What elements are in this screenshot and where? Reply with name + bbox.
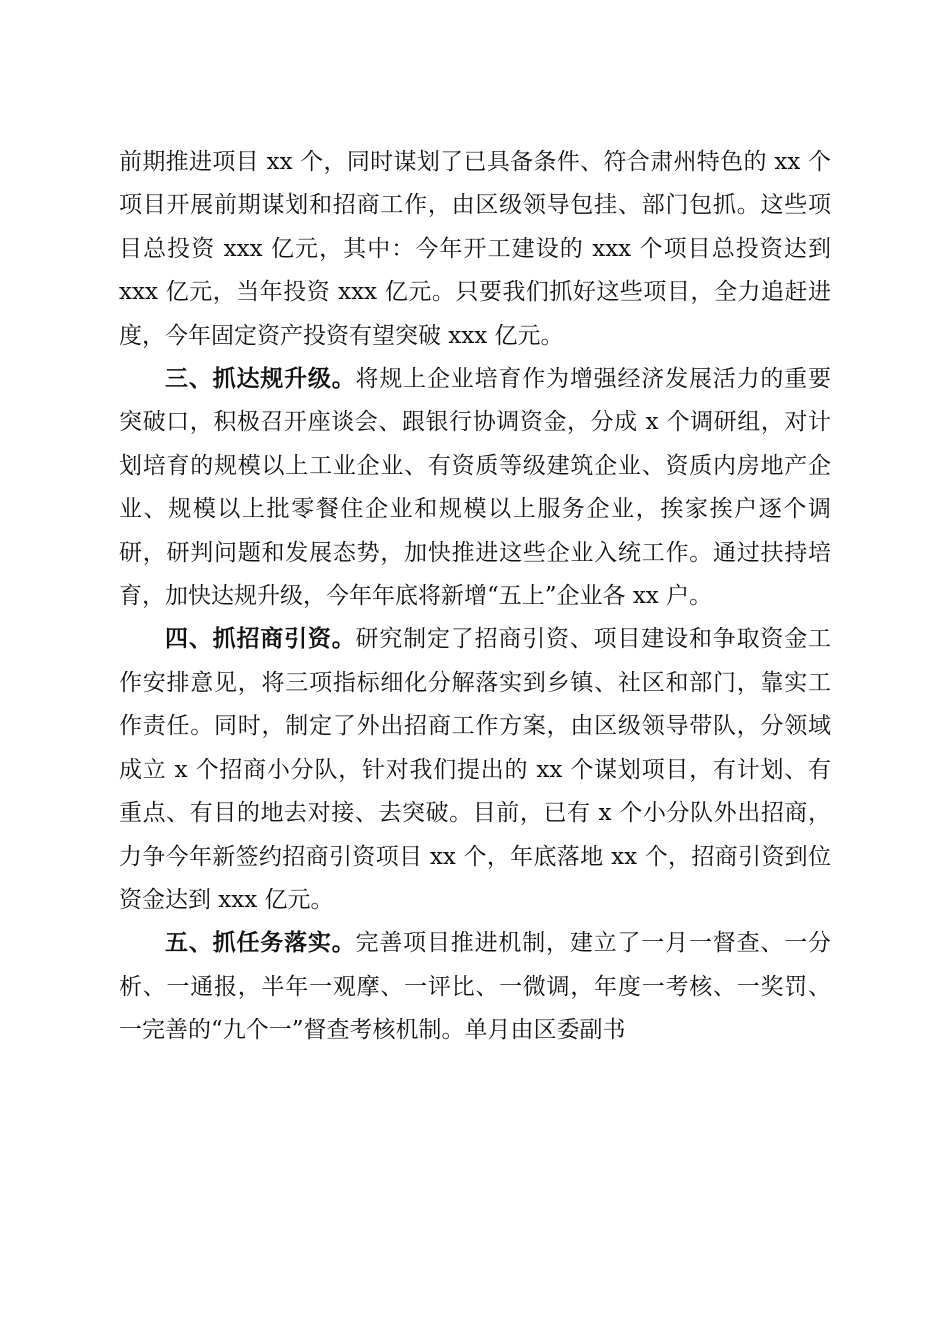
- paragraph-upgrade-enterprises: [119, 358, 831, 618]
- paragraph-text: 将规上企业培育作为增强经济发展活力的重要突破口，积极召开座谈会、跟银行协调资金，分成 x 个调研组，对计划培育的规模以上工业企业、有资质等级建筑企业、资质内房地产企业、规模以上批零餐住企业和规模以上服务企业，挨家挨户逐个调研，研判问题和发展态势，加快推进这些企业入统工作。通过扶持培育，加快达规升级，今年年底将新增“五上”企业各 xx 户。: [119, 366, 832, 610]
- paragraph-investment-attraction: [119, 618, 831, 922]
- section-heading: 三、抓达规升级。: [165, 366, 356, 393]
- paragraph-task-implementation: [119, 922, 831, 1052]
- paragraph-projects-continued: [119, 141, 831, 358]
- section-heading: 五、抓任务落实。: [165, 930, 356, 957]
- paragraph-text: 前期推进项目 xx 个，同时谋划了已具备条件、符合肃州特色的 xx 个项目开展前期谋划和招商工作，由区级领导包挂、部门包抓。这些项目总投资 xxx 亿元，其中：今年开工建设的 xxx 个项目总投资达到 xxx 亿元，当年投资 xxx 亿元。只要我们抓好这些项目，全力追赶进度，今年固定资产投资有望突破 xxx 亿元。: [119, 149, 831, 349]
- paragraph-text: 完善项目推进机制，建立了一月一督查、一分析、一通报，半年一观摩、一评比、一微调，年度一考核、一奖罚、一完善的“九个一”督查考核机制。单月由区委副书: [119, 930, 832, 1044]
- section-heading: 四、抓招商引资。: [165, 626, 356, 653]
- paragraph-text: 研究制定了招商引资、项目建设和争取资金工作安排意见，将三项指标细化分解落实到乡镇、社区和部门，靠实工作责任。同时，制定了外出招商工作方案，由区级领导带队，分领域成立 x 个招商小分队，针对我们提出的 xx 个谋划项目，有计划、有重点、有目的地去对接、去突破。目前，已有 x 个小分队外出招商，力争今年新签约招商引资项目 xx 个，年底落地 xx 个，招商引资到位资金达到 xxx 亿元。: [119, 626, 832, 913]
- document-body: [119, 141, 831, 1053]
